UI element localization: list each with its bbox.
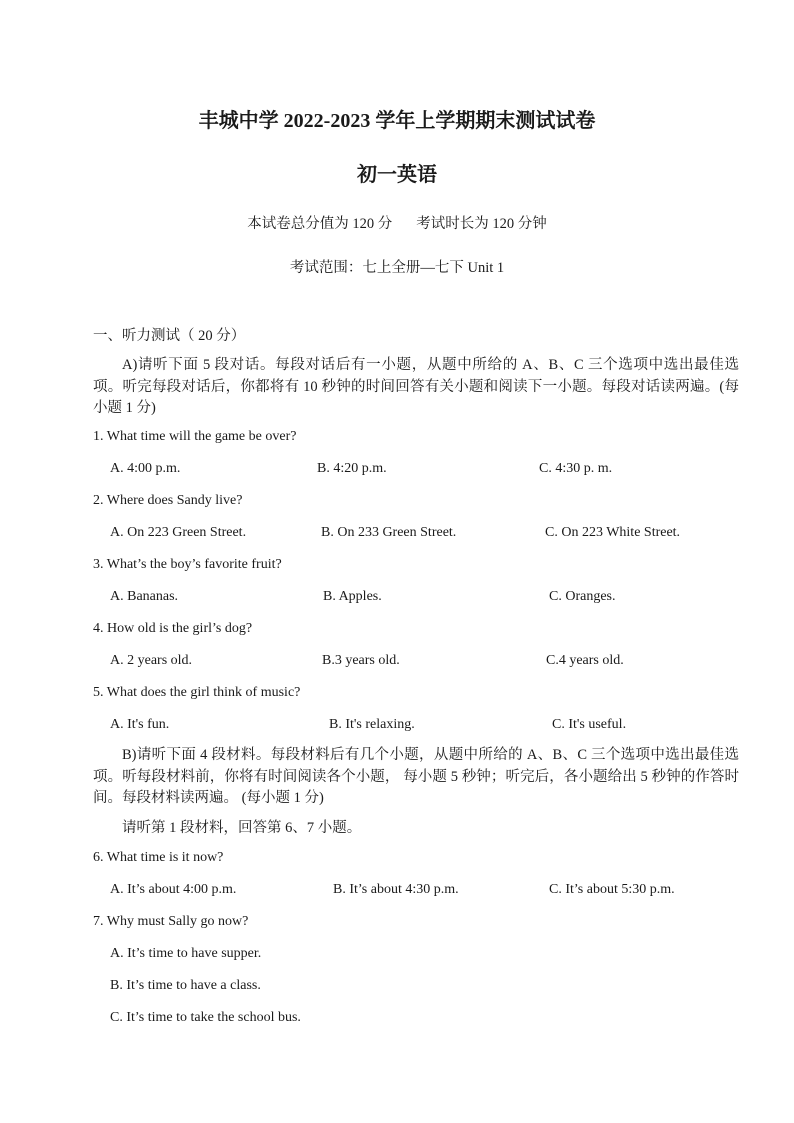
part-b-note: 请听第 1 段材料，回答第 6、7 小题。 <box>122 820 362 836</box>
option-6b: B. It’s about 4:30 p.m. <box>333 882 459 897</box>
option-3a: A. Bananas. <box>110 589 179 604</box>
option-4c: C.4 years old. <box>546 653 624 668</box>
section-heading: 一、听力测试（ 20 分） <box>93 328 246 344</box>
question-7: 7. Why must Sally go now? <box>93 914 249 929</box>
option-5c: C. It's useful. <box>552 717 627 732</box>
option-1b: B. 4:20 p.m. <box>317 461 387 476</box>
question-1: 1. What time will the game be over? <box>93 429 297 444</box>
option-2a: A. On 223 Green Street. <box>110 525 247 540</box>
option-2c: C. On 223 White Street. <box>545 525 681 540</box>
question-6: 6. What time is it now? <box>93 850 224 865</box>
option-1c: C. 4:30 p. m. <box>539 461 613 476</box>
option-5a: A. It's fun. <box>110 717 170 732</box>
option-5b: B. It's relaxing. <box>329 717 415 732</box>
question-2: 2. Where does Sandy live? <box>93 493 243 508</box>
option-6a: A. It’s about 4:00 p.m. <box>110 882 237 897</box>
option-1a: A. 4:00 p.m. <box>110 461 181 476</box>
exam-subject: 初一英语 <box>357 164 437 186</box>
option-4b: B.3 years old. <box>322 653 400 668</box>
question-5: 5. What does the girl think of music? <box>93 685 301 700</box>
exam-info <box>0 212 794 233</box>
part-a-instructions: A)请听下面 5 段对话。每段对话后有一小题，从题中所给的 A、B、C 三个选项中选出最佳选项。听完每段对话后，你都将有 10 秒钟的时间回答有关小题和阅读下一小题。每段对话读两遍。(每小题 1 分) <box>93 357 739 416</box>
part-b-instructions: B)请听下面 4 段材料。每段材料后有几个小题，从题中所给的 A、B、C 三个选项中选出最佳选项。听每段材料前，你将有时间阅读各个小题， 每小题 5 秒钟；听完后，各小题给出 5 秒钟的作答时间。每段材料读两遍。 (每小题 1 分) <box>93 747 739 806</box>
option-6c: C. It’s about 5:30 p.m. <box>549 882 675 897</box>
total-score-info: 本试卷总分值为 120 分 <box>247 216 393 232</box>
exam-scope: 考试范围：七上全册—七下 Unit 1 <box>289 260 505 276</box>
option-7c: C. It’s time to take the school bus. <box>110 1010 301 1025</box>
option-7a: A. It’s time to have supper. <box>110 946 262 961</box>
option-3b: B. Apples. <box>323 589 382 604</box>
question-4: 4. How old is the girl’s dog? <box>93 621 253 636</box>
exam-title: 丰城中学 2022-2023 学年上学期期末测试试卷 <box>198 110 596 132</box>
option-7b: B. It’s time to have a class. <box>110 978 261 993</box>
option-4a: A. 2 years old. <box>110 653 193 668</box>
option-3c: C. Oranges. <box>549 589 616 604</box>
duration-info: 考试时长为 120 分钟 <box>416 216 547 232</box>
option-2b: B. On 233 Green Street. <box>321 525 457 540</box>
question-3: 3. What’s the boy’s favorite fruit? <box>93 557 282 572</box>
